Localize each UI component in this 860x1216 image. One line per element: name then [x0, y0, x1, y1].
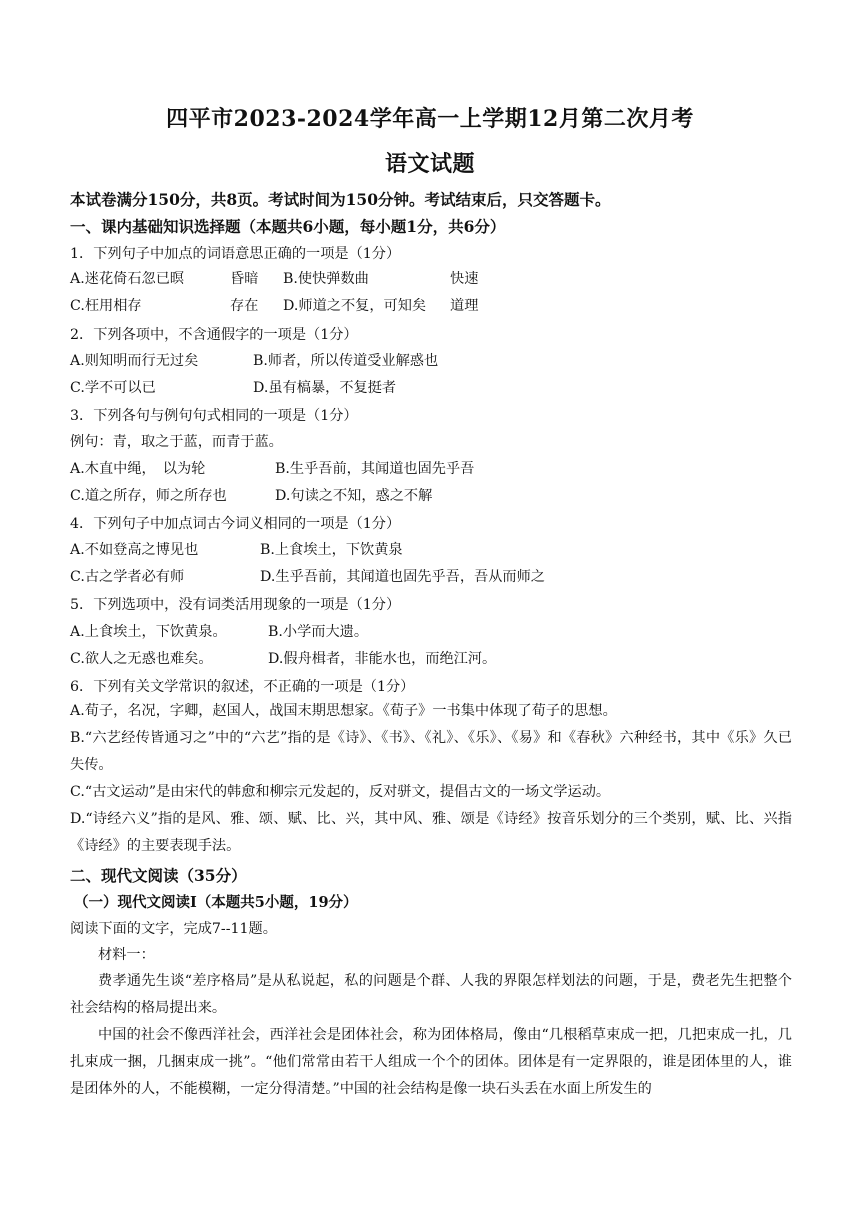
q2-option-c: C.学不可以已 — [70, 380, 156, 396]
section1-heading: 一、课内基础知识选择题（本题共6小题，每小题1分，共6分） — [70, 217, 506, 236]
q3-option-d: D.句读之不知，惑之不解 — [275, 488, 433, 504]
q6-option-a: A.荀子，名况，字卿，赵国人，战国末期思想家。《荀子》一书集中体现了荀子的思想。 — [70, 703, 617, 719]
material-label: 材料一： — [98, 947, 155, 963]
q3-stem: 3．下列各句与例句句式相同的一项是（1分） — [70, 408, 358, 424]
exam-subtitle: 语文试题 — [384, 151, 475, 177]
q4-option-a: A.不如登高之博见也 — [70, 542, 199, 558]
q4-option-d: D.生乎吾前，其闻道也固先乎吾，吾从而师之 — [260, 569, 545, 585]
exam-title: 四平市2023-2024学年高一上学期12月第二次月考 — [166, 106, 694, 132]
q1-option-b: B.使快弹数曲 — [283, 271, 369, 287]
q5-option-a: A.上食埃土，下饮黄泉。 — [70, 624, 227, 640]
q1-option-c: C.枉用相存 — [70, 298, 142, 314]
material-paragraph-2: 中国的社会不像西洋社会，西洋社会是团体社会，称为团体格局，像由“几根稻草束成一把，几把束成一扎，几扎束成一捆，几捆束成一挑”。“他们常常由若干人组成一个个的团体。团体是有一定界限的，谁是团体里的人，谁是团体外的人，不能模糊，一定分得清楚。”中国的社会结构是像一块石头丢在水面上所发生的 — [70, 1027, 792, 1097]
q1-option-d-gloss: 道理 — [450, 298, 479, 314]
q1-option-a-gloss: 昏暗 — [230, 271, 259, 287]
exam-notice: 本试卷满分150分，共8页。考试时间为150分钟。考试结束后，只交答题卡。 — [70, 190, 611, 209]
q3-option-c: C.道之所存，师之所存也 — [70, 488, 227, 504]
q3-option-a: A.木直中绳， 以为轮 — [70, 461, 206, 477]
q3-example: 例句：青，取之于蓝，而青于蓝。 — [70, 434, 283, 450]
reading-instruction: 阅读下面的文字，完成7--11题。 — [70, 921, 277, 937]
q4-option-c: C.古之学者必有师 — [70, 569, 185, 585]
q1-option-a: A.迷花倚石忽已暝 — [70, 271, 185, 287]
material-paragraph-1: 费孝通先生谈“差序格局”是从私说起，私的问题是个群、人我的界限怎样划法的问题，于是，费老先生把整个社会结构的格局提出来。 — [70, 973, 792, 1016]
q4-stem: 4．下列句子中加点词古今词义相同的一项是（1分） — [70, 516, 401, 532]
section2-subheading: （一）现代文阅读Ⅰ（本题共5小题，19分） — [74, 894, 358, 911]
q1-stem: 1．下列句子中加点的词语意思正确的一项是（1分） — [70, 246, 401, 262]
q2-option-b: B.师者，所以传道受业解惑也 — [253, 353, 439, 369]
q5-option-b: B.小学而大遗。 — [268, 624, 369, 640]
q4-option-b: B.上食埃土，下饮黄泉 — [260, 542, 403, 558]
q1-option-b-gloss: 快速 — [450, 271, 479, 287]
q6-option-b: B.“六艺经传皆通习之”中的“六艺”指的是《诗》、《书》、《礼》、《乐》、《易》和《春秋》六种经书，其中《乐》久已失传。 — [70, 730, 792, 773]
q2-option-a: A.则知明而行无过矣 — [70, 353, 199, 369]
q6-option-c: C.“古文运动”是由宋代的韩愈和柳宗元发起的，反对骈文，提倡古文的一场文学运动。 — [70, 784, 611, 800]
q5-option-c: C.欲人之无惑也难矣。 — [70, 651, 213, 667]
section2-heading: 二、现代文阅读（35分） — [70, 866, 247, 885]
q3-option-b: B.生乎吾前，其闻道也固先乎吾 — [275, 461, 475, 477]
q2-option-d: D.虽有槁暴，不复挺者 — [253, 380, 397, 396]
q1-option-d: D.师道之不复，可知矣 — [283, 298, 427, 314]
q2-stem: 2．下列各项中，不含通假字的一项是（1分） — [70, 327, 358, 343]
q5-option-d: D.假舟楫者，非能水也，而绝江河。 — [268, 651, 497, 667]
q5-stem: 5．下列选项中，没有词类活用现象的一项是（1分） — [70, 597, 401, 613]
q6-option-d: D.“诗经六义”指的是风、雅、颂、赋、比、兴，其中风、雅、颂是《诗经》按音乐划分的三个类别，赋、比、兴指《诗经》的主要表现手法。 — [70, 811, 792, 854]
q1-option-c-gloss: 存在 — [230, 298, 259, 314]
q6-stem: 6．下列有关文学常识的叙述，不正确的一项是（1分） — [70, 679, 415, 695]
